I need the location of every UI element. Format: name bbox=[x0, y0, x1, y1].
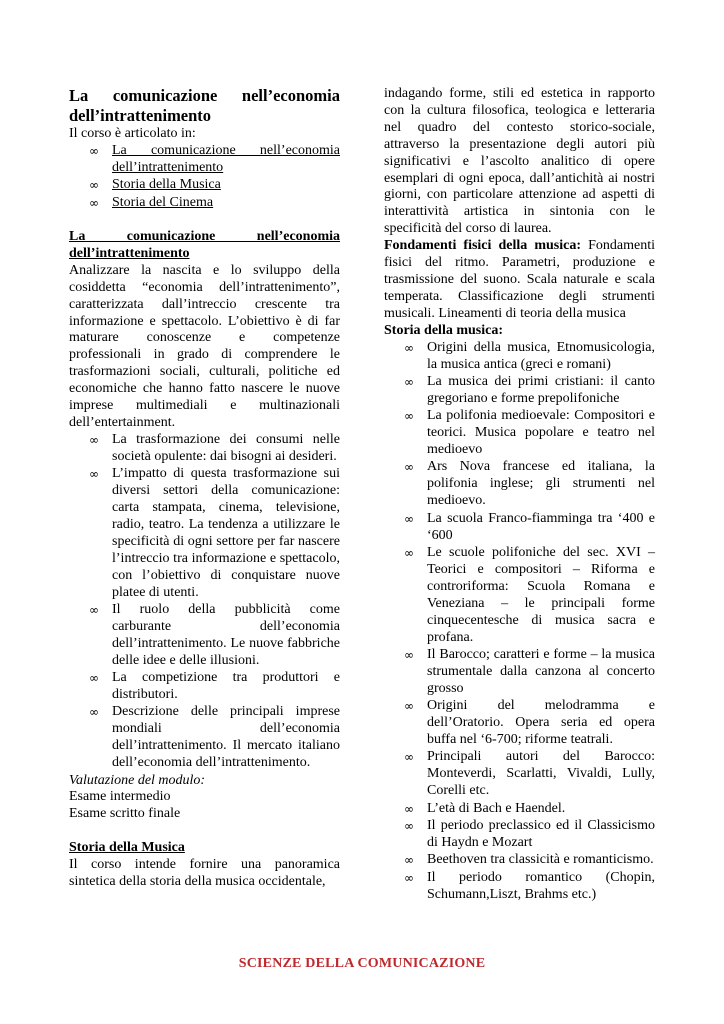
bullet-icon: ∞ bbox=[89, 467, 99, 482]
list-item: ∞ Descrizione delle principali imprese mondiali dell’economia dell’intrattenimento. Il mercato italiano dell’economia dell’intrattenimento. bbox=[89, 704, 340, 771]
bullet-icon: ∞ bbox=[404, 511, 414, 526]
fundamentals-paragraph: Fondamenti fisici della musica: Fondamenti fisici del ritmo. Parametri, produzione e trasmissione del suono. Scala naturale e scala temperata. Classificazione degli strumenti musicali. Lineamenti di teoria della musica bbox=[384, 238, 655, 321]
list-item: ∞ Origini della musica, Etnomusicologia, la musica antica (greci e romani) bbox=[404, 339, 655, 372]
bullet-icon: ∞ bbox=[404, 647, 414, 662]
section-heading-music-history: Storia della Musica bbox=[69, 840, 185, 856]
section-heading-communication: La comunicazione nell’economia dell’intrattenimento bbox=[69, 229, 340, 261]
list-item: ∞ L’età di Bach e Haendel. bbox=[404, 800, 566, 816]
section-list bbox=[69, 432, 340, 772]
evaluation-label: Valutazione del modulo: bbox=[69, 772, 206, 788]
bullet-icon: ∞ bbox=[404, 340, 414, 355]
right-column bbox=[384, 86, 655, 904]
evaluation-item: Esame scritto finale bbox=[69, 806, 181, 822]
continuation-text: indagando forme, stili ed estetica in rapporto con la cultura filosofica, teologica e letteraria nel quadro del contesto storico-sociale, attraverso la presentazione degli autori più significativi e l’ascolto analitico di opere esemplari di ogni epoca, dall’antichità ai nostri giorni, con particolare attenzione ad aspetti di interattività artistica in sintonia con le specificità del corso di laurea. bbox=[384, 86, 655, 237]
bullet-icon: ∞ bbox=[404, 460, 414, 475]
bullet-icon: ∞ bbox=[404, 818, 414, 833]
section-body: Il corso intende fornire una panoramica sintetica della storia della musica occidentale, bbox=[69, 857, 340, 890]
bullet-icon: ∞ bbox=[404, 870, 414, 885]
music-history-list bbox=[384, 340, 655, 904]
bullet-icon: ∞ bbox=[404, 699, 414, 714]
list-item: ∞ La musica dei primi cristiani: il canto gregoriano e forme prepolifoniche bbox=[404, 373, 655, 406]
fundamentals-label: Fondamenti fisici della musica: bbox=[384, 238, 582, 254]
bullet-icon: ∞ bbox=[89, 432, 99, 447]
left-column bbox=[69, 86, 340, 891]
page-title: La comunicazione nell’economia dell’intrattenimento bbox=[69, 86, 340, 125]
bullet-icon: ∞ bbox=[404, 801, 414, 816]
list-item: ∞ Il ruolo della pubblicità come carburante dell’economia dell’intrattenimento. Le nuove fabbriche delle idee e delle illusioni. bbox=[89, 601, 340, 668]
page-footer: SCIENZE DELLA COMUNICAZIONE bbox=[238, 956, 486, 971]
bullet-icon: ∞ bbox=[404, 853, 414, 868]
list-item: ∞ La scuola Franco-fiamminga tra ‘400 e ‘600 bbox=[404, 510, 655, 543]
list-item: ∞ La competizione tra produttori e distributori. bbox=[89, 670, 340, 702]
evaluation-item: Esame intermedio bbox=[69, 789, 171, 805]
bullet-icon: ∞ bbox=[404, 545, 414, 560]
course-toc bbox=[69, 143, 340, 212]
bullet-icon: ∞ bbox=[89, 705, 99, 720]
list-item: ∞ Il periodo preclassico ed il Classicismo di Haydn e Mozart bbox=[404, 817, 655, 850]
music-history-heading: Storia della musica: bbox=[384, 322, 503, 338]
toc-item: ∞ La comunicazione nell’economia dell’intrattenimento bbox=[89, 142, 340, 175]
list-item: ∞ La polifonia medioevale: Compositori e teorici. Musica popolare e teatro nel medioevo bbox=[404, 408, 655, 458]
bullet-icon: ∞ bbox=[404, 374, 414, 389]
list-item: ∞ Origini del melodramma e dell’Oratorio. Opera seria ed opera buffa nel ‘6-700; riforme teatrali. bbox=[404, 698, 655, 747]
list-item: ∞ Principali autori del Barocco: Monteverdi, Scarlatti, Vivaldi, Lully, Corelli etc. bbox=[404, 749, 655, 799]
list-item: ∞ L’impatto di questa trasformazione sui diversi settori della comunicazione: carta stampata, cinema, televisione, radio, teatro. La tendenza a utilizzare le specificità di ogni settore per far nascere l’intreccio tra informazione e spettacolo, con l’obiettivo di conquistare nuove platee di utenti. bbox=[89, 466, 340, 600]
list-item: ∞ Beethoven tra classicità e romanticismo. bbox=[404, 852, 654, 868]
bullet-icon: ∞ bbox=[404, 750, 414, 765]
list-item: ∞ Ars Nova francese ed italiana, la polifonia inglese; gli strumenti nel medioevo. bbox=[404, 459, 655, 509]
bullet-icon: ∞ bbox=[89, 602, 99, 617]
toc-item: ∞ Storia della Musica bbox=[89, 177, 221, 193]
list-item: ∞ Il Barocco; caratteri e forme – la musica strumentale dalla canzona al concerto grosso bbox=[404, 646, 655, 696]
bullet-icon: ∞ bbox=[89, 195, 99, 210]
bullet-icon: ∞ bbox=[89, 178, 99, 193]
toc-item: ∞ Storia del Cinema bbox=[89, 194, 214, 210]
bullet-icon: ∞ bbox=[404, 409, 414, 424]
list-item: ∞ Il periodo romantico (Chopin, Schumann,Liszt, Brahms etc.) bbox=[404, 869, 655, 902]
bullet-icon: ∞ bbox=[89, 671, 99, 686]
list-item: ∞ Le scuole polifoniche del sec. XVI – Teorici e compositori – Riforma e controriforma: Scuola Romana e Veneziana – le principali forme cinquecentesche di musica sacra e profana. bbox=[404, 544, 655, 645]
course-intro: Il corso è articolato in: bbox=[69, 126, 196, 141]
list-item: ∞ La trasformazione dei consumi nelle società opulente: dai bisogni ai desideri. bbox=[89, 431, 340, 464]
section-body: Analizzare la nascita e lo sviluppo della cosiddetta “economia dell’intrattenimento”, caratterizzata dall’intreccio crescente tra informazione e spettacolo. L’obiettivo è di far maturare conoscenze e competenze professionali in grado di comprendere le trasformazioni sociali, culturali, politiche ed economiche che hanno fatto nascere le nuove imprese multimediali e multinazionali dell’entertainment. bbox=[69, 262, 340, 430]
bullet-icon: ∞ bbox=[89, 143, 99, 158]
